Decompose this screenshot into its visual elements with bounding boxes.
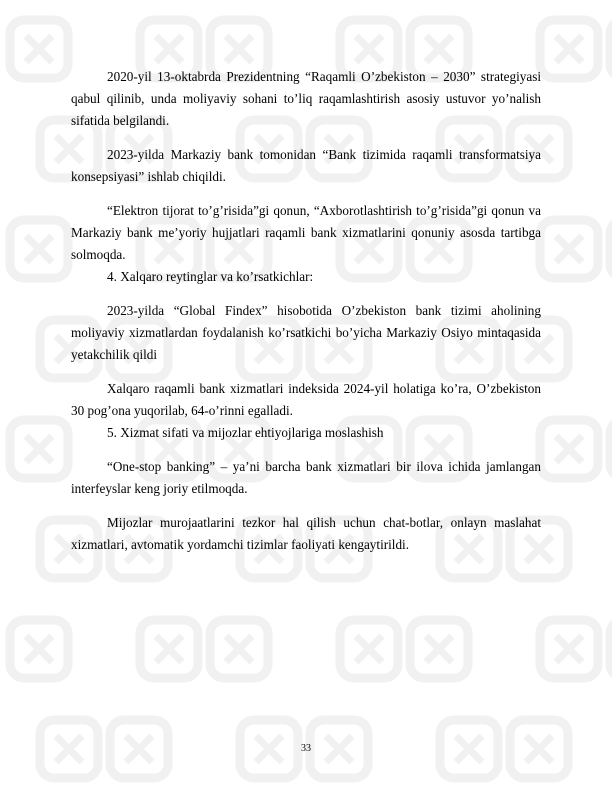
paragraph-global-findex: 2023-yilda “Global Findex” hisobotida O’zbekiston bank tizimi aholining moliyaviy xizmatlardan foydalanish ko’rsatkichi bo’yicha Markaziy Osiyo mintaqasida yetakchilik qildi bbox=[71, 303, 541, 362]
watermark-mark bbox=[140, 620, 198, 678]
paragraph-one-stop-banking: “One-stop banking” – ya’ni barcha bank xizmatlari bir ilova ichida jamlangan interfeyslar keng joriy etilmoqda. bbox=[71, 459, 541, 496]
watermark-mark bbox=[540, 220, 598, 278]
watermark-mark bbox=[410, 620, 468, 678]
page-number: 33 bbox=[301, 743, 311, 754]
watermark-mark bbox=[10, 220, 68, 278]
watermark-mark bbox=[340, 620, 398, 678]
watermark-mark bbox=[540, 420, 598, 478]
paragraph-chatbots: Mijozlar murojaatlarini tezkor hal qilish uchun chat-botlar, onlayn maslahat xizmatlari, avtomatik yordamchi tizimlar faoliyati kengaytirildi. bbox=[71, 515, 541, 552]
section-heading-international-ratings: 4. Xalqaro reytinglar va ko’rsatkichlar: bbox=[107, 269, 314, 284]
section-heading-service-quality: 5. Xizmat sifati va mijozlar ehtiyojlariga moslashish bbox=[107, 425, 384, 440]
paragraph-legislation: “Elektron tijorat to’g’risida”gi qonun, “Axborotlashtirish to’g’risida”gi qonun va Markaziy bank me’yoriy hujjatlari raqamli bank xizmatlarini qonuniy asosda tartibga solmoqda. bbox=[71, 203, 541, 262]
paragraph-central-bank-concept: 2023-yilda Markaziy bank tomonidan “Bank tizimida raqamli transformatsiya konsepsiyasi” ishlab chiqildi. bbox=[71, 147, 541, 184]
paragraph-digital-bank-index: Xalqaro raqamli bank xizmatlari indeksida 2024-yil holatiga ko’ra, O’zbekiston 30 pog’ona yuqorilab, 64-o’rinni egalladi. bbox=[71, 381, 541, 418]
paragraph-strategy-2030: 2020-yil 13-oktabrda Prezidentning “Raqamli O’zbekiston – 2030” strategiyasi qabul qilinib, unda moliyaviy sohani to’liq raqamlashtirish asosiy ustuvor yo’nalish sifatida belgilandi. bbox=[71, 69, 541, 128]
watermark-mark bbox=[210, 620, 268, 678]
document-body bbox=[71, 66, 541, 556]
watermark-mark bbox=[10, 20, 68, 78]
watermark-mark bbox=[540, 620, 598, 678]
watermark-mark bbox=[540, 20, 598, 78]
watermark-mark bbox=[10, 620, 68, 678]
watermark-mark bbox=[10, 420, 68, 478]
